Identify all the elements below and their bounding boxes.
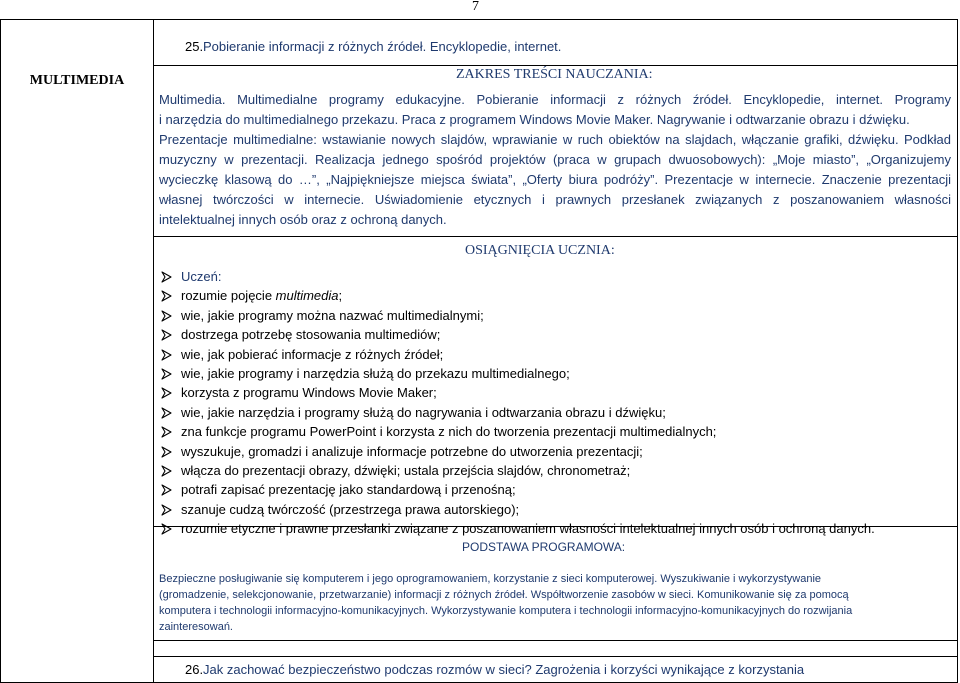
text-line: (gromadzenie, selekcjonowanie, przetwarzanie) informacji z różnych źródeł. Współtworzenie zasobów w sieci. Komunikowanie się za pomocą bbox=[159, 589, 849, 601]
list-item bbox=[181, 500, 875, 519]
text-line: intelektualnej innych osób oraz z ochroną danych. bbox=[159, 212, 447, 227]
list-item bbox=[181, 306, 875, 325]
list-item bbox=[181, 403, 875, 422]
topic-number: 25. bbox=[185, 39, 204, 54]
osiagniecia-heading: OSIĄGNIĘCIA UCZNIA: bbox=[465, 243, 615, 258]
arrow-bullet-icon bbox=[160, 422, 174, 441]
topic-number: 26. bbox=[185, 662, 204, 677]
list-item-text: wie, jakie programy i narzędzia służą do przekazu multimedialnego; bbox=[181, 365, 570, 381]
arrow-bullet-icon bbox=[160, 519, 174, 538]
list-item-text: Uczeń: bbox=[181, 269, 222, 284]
podstawa-heading: PODSTAWA PROGRAMOWA: bbox=[462, 540, 626, 554]
arrow-bullet-icon bbox=[160, 383, 174, 402]
topic-title: Jak zachować bezpieczeństwo podczas rozmów w sieci? Zagrożenia i korzyści wynikające z korzystania bbox=[203, 662, 805, 677]
page-number: 7 bbox=[472, 0, 479, 14]
list-item-text: rozumie etyczne i prawne przesłanki związane z poszanowaniem własności intelektualnej innych osób i ochroną danych. bbox=[181, 521, 875, 537]
text-line: zainteresowań. bbox=[159, 621, 233, 633]
arrow-bullet-icon bbox=[160, 500, 174, 519]
column-divider bbox=[153, 20, 154, 682]
topic-26 bbox=[185, 662, 804, 677]
list-item-text: włącza do prezentacji obrazy, dźwięki; ustala przejścia slajdów, chronometraż; bbox=[181, 462, 631, 478]
row-divider bbox=[153, 65, 957, 66]
topic-title: Pobieranie informacji z różnych źródeł. Encyklopedie, internet. bbox=[203, 39, 562, 54]
list-item-text: wyszukuje, gromadzi i analizuje informacje potrzebne do utworzenia prezentacji; bbox=[181, 443, 643, 459]
row-divider bbox=[153, 656, 957, 657]
topic-25 bbox=[185, 39, 561, 54]
achievements-list bbox=[181, 267, 875, 538]
list-item-text: korzysta z programu Windows Movie Maker; bbox=[181, 385, 437, 401]
row-divider bbox=[153, 640, 957, 641]
text-line: wycieczkę klasową do …”, „Najpiękniejsze miejsca świata”, „Oferty biura podróży”. Prezentacje w internecie. Znaczenie prezentacji bbox=[159, 172, 951, 187]
arrow-bullet-icon bbox=[160, 267, 174, 286]
zakres-heading: ZAKRES TREŚCI NAUCZANIA: bbox=[456, 67, 653, 82]
list-item bbox=[181, 267, 875, 286]
text-line: i narzędzia do multimedialnego przekazu. Praca z programem Windows Movie Maker. Nagrywanie i odtwarzanie obrazu i dźwięku. bbox=[159, 112, 910, 127]
list-item bbox=[181, 345, 875, 364]
list-item-text: dostrzega potrzebę stosowania multimediów; bbox=[181, 327, 441, 343]
arrow-bullet-icon bbox=[160, 286, 174, 305]
section-label: MULTIMEDIA bbox=[29, 73, 125, 88]
list-item bbox=[181, 480, 875, 499]
arrow-bullet-icon bbox=[160, 345, 174, 364]
list-item-text: szanuje cudzą twórczość (przestrzega prawa autorskiego); bbox=[181, 501, 520, 517]
list-item-text: rozumie pojęcie multimedia; bbox=[181, 288, 343, 304]
text-line: Bezpieczne posługiwanie się komputerem i jego oprogramowaniem, korzystanie z sieci komputerowej. Wyszukiwanie i wykorzystywanie bbox=[159, 573, 822, 585]
text-line: komputera i technologii informacyjno-komunikacyjnych. Wykorzystywanie komputera i technologii informacyjno-komunikacyjnych do rozwijania bbox=[159, 605, 853, 617]
list-item bbox=[181, 364, 875, 383]
arrow-bullet-icon bbox=[160, 325, 174, 344]
list-item-text: wie, jak pobierać informacje z różnych źródeł; bbox=[181, 346, 444, 362]
text-line: Multimedia. Multimedialne programy edukacyjne. Pobieranie informacji z różnych źródeł. Encyklopedie, internet. Programy bbox=[159, 92, 951, 107]
list-item-text: wie, jakie narzędzia i programy służą do nagrywania i odtwarzania obrazu i dźwięku; bbox=[181, 404, 666, 420]
list-item-text: potrafi zapisać prezentację jako standardową i przenośną; bbox=[181, 482, 516, 498]
list-item bbox=[181, 461, 875, 480]
arrow-bullet-icon bbox=[160, 480, 174, 499]
text-line: Prezentacje multimedialne: wstawianie nowych slajdów, wprawianie w ruch obiektów na slajdach, włączanie grafiki, dźwięku. Podkład bbox=[159, 132, 951, 147]
arrow-bullet-icon bbox=[160, 461, 174, 480]
arrow-bullet-icon bbox=[160, 306, 174, 325]
text-line: własnej twórczości w internecie. Uświadomienie etycznych i prawnych przesłanek związanych z poszanowaniem własności bbox=[159, 192, 951, 207]
arrow-bullet-icon bbox=[160, 364, 174, 383]
list-item bbox=[181, 442, 875, 461]
arrow-bullet-icon bbox=[160, 403, 174, 422]
text-line: muzyczny w prezentacji. Realizacja jednego spośród projektów (praca w grupach dwuosobowych): „Moje miasto”, „Organizujemy bbox=[159, 152, 951, 167]
list-item bbox=[181, 286, 875, 305]
list-item-text: zna funkcje programu PowerPoint i korzysta z nich do tworzenia prezentacji multimedialnych; bbox=[181, 424, 717, 440]
row-divider bbox=[153, 236, 957, 237]
arrow-bullet-icon bbox=[160, 442, 174, 461]
list-item bbox=[181, 519, 875, 538]
list-item bbox=[181, 383, 875, 402]
podstawa-paragraph bbox=[159, 571, 951, 635]
zakres-paragraph bbox=[159, 90, 951, 230]
list-item-text: wie, jakie programy można nazwać multimedialnymi; bbox=[181, 307, 484, 323]
list-item bbox=[181, 422, 875, 441]
list-item bbox=[181, 325, 875, 344]
